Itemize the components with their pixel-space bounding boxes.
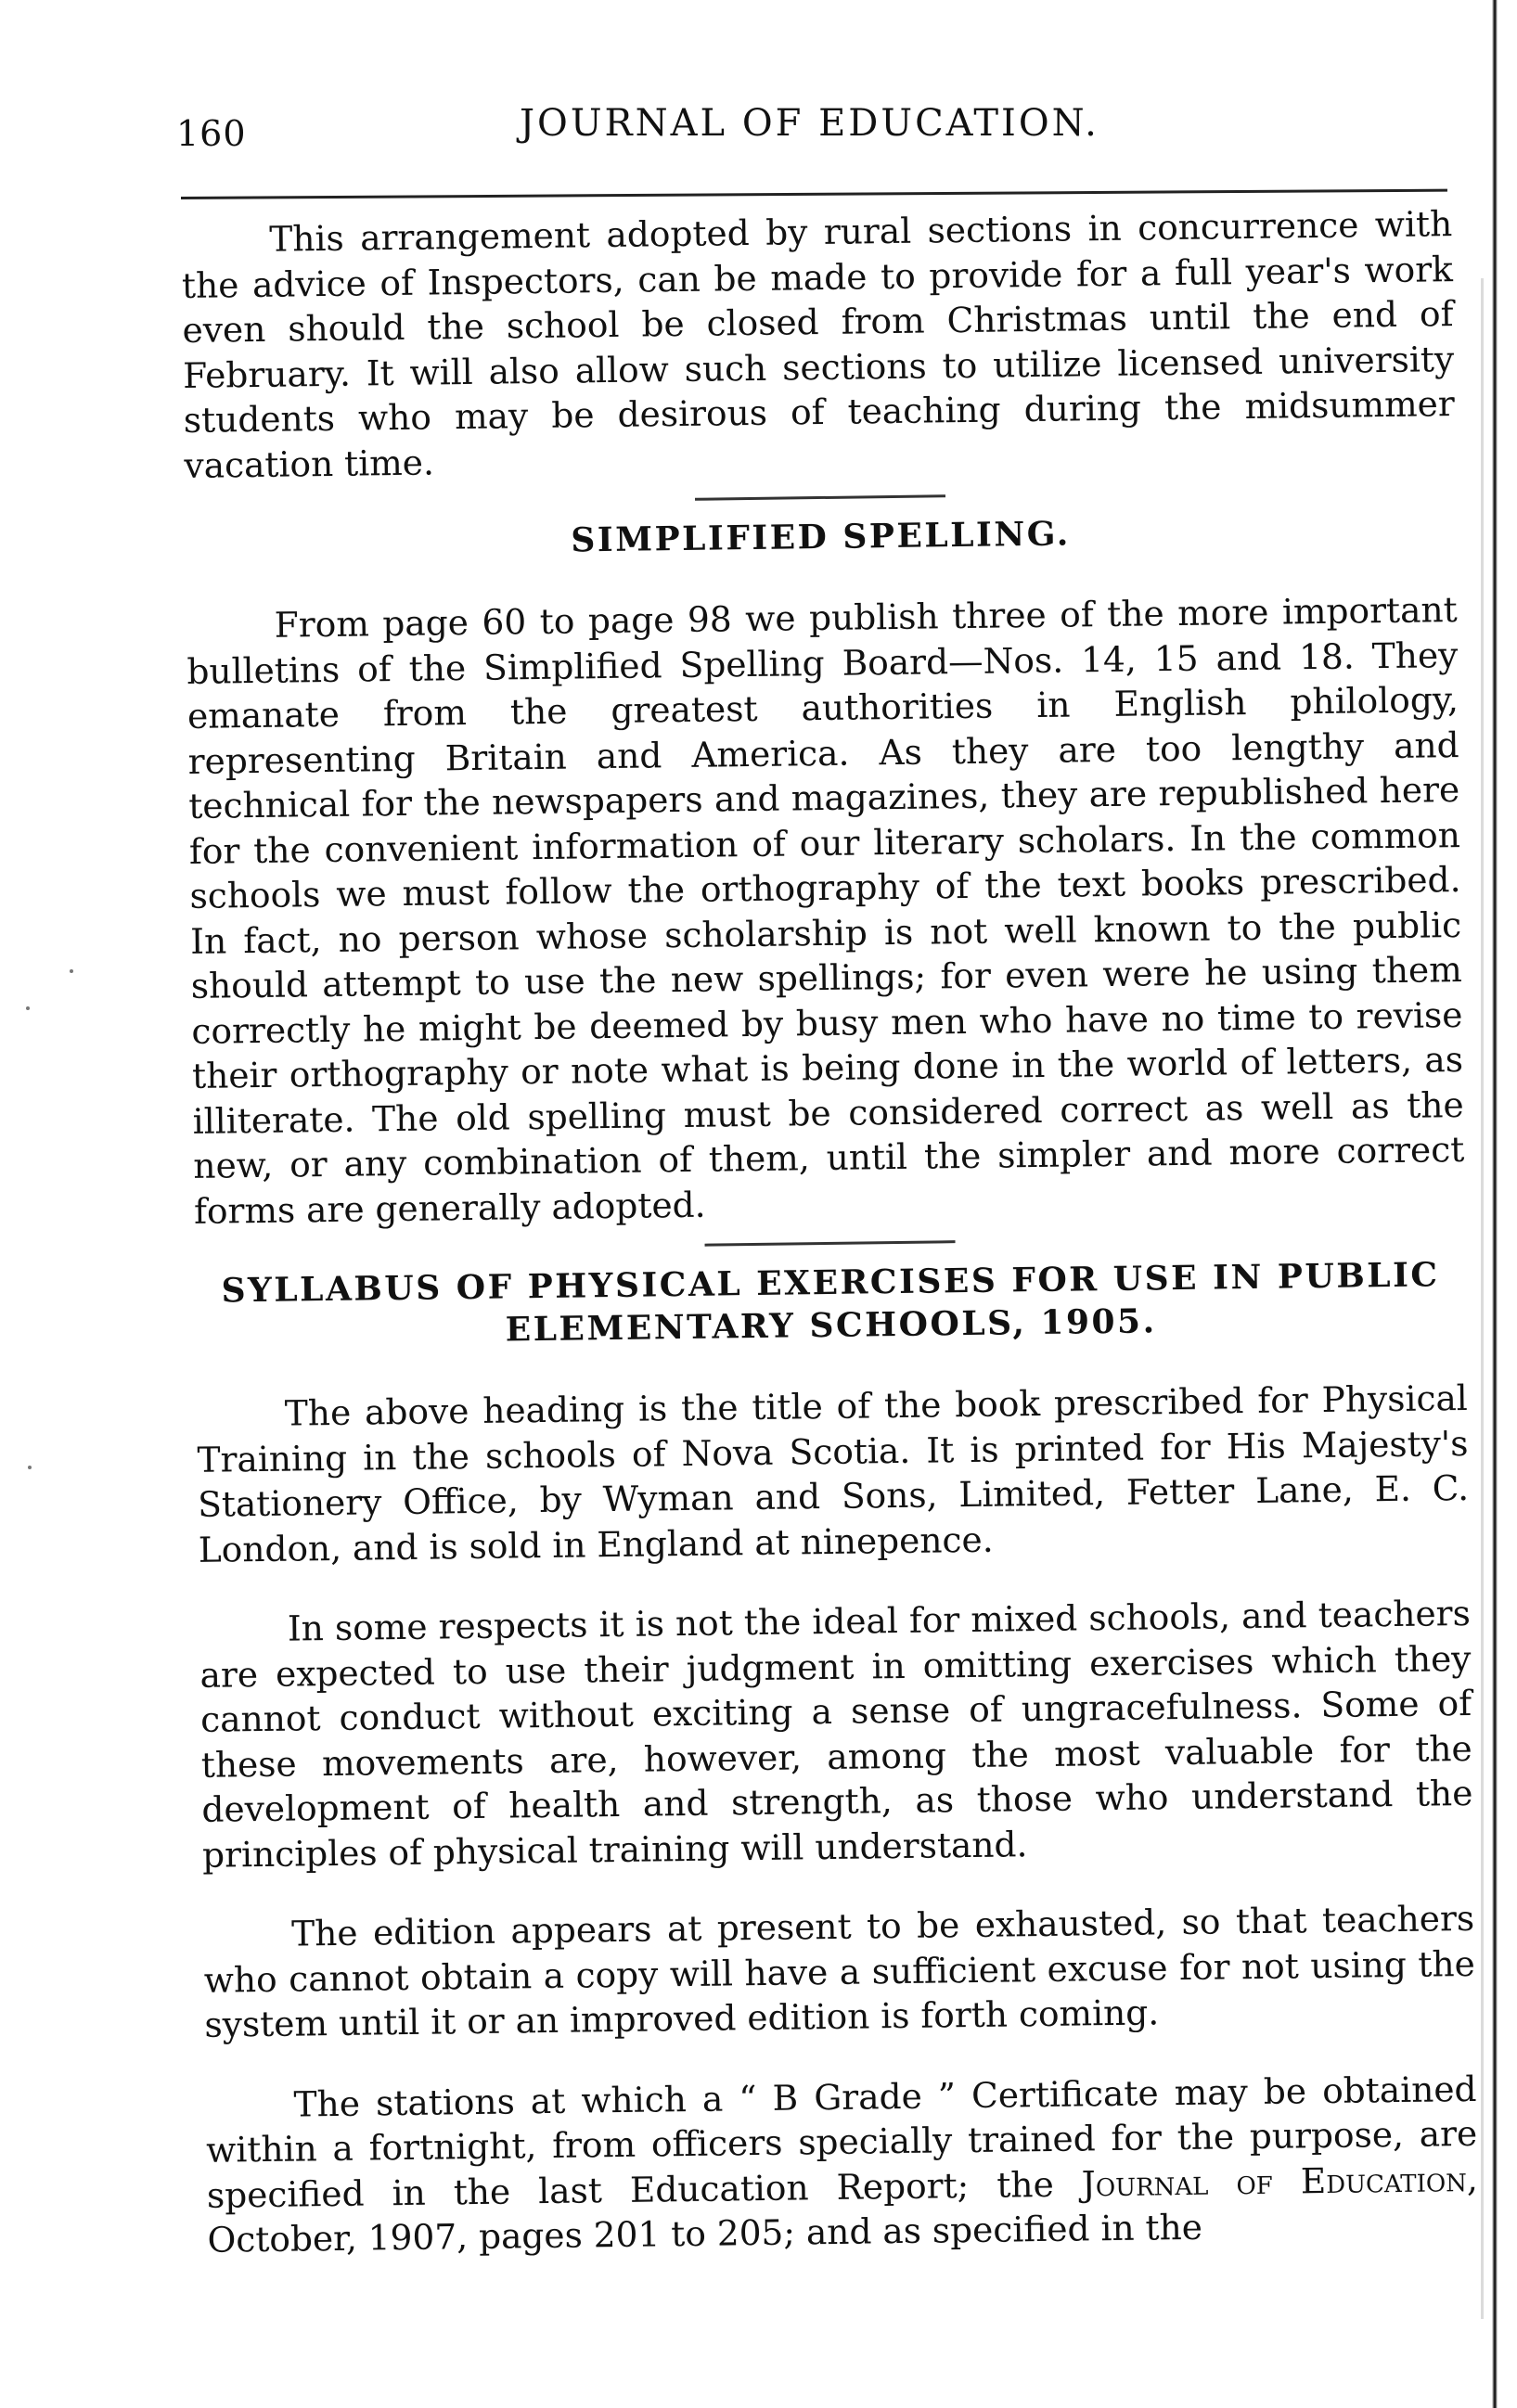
syllabus-paragraph-4 <box>205 2066 1478 2262</box>
section-heading-simplified-spelling: SIMPLIFIED SPELLING. <box>571 514 1072 560</box>
section-divider <box>695 494 945 501</box>
body-text <box>181 201 1479 2262</box>
section-heading-syllabus <box>195 1253 1467 1355</box>
intro-paragraph: This arrangement adopted by rural sections in concurrence with the advice of Inspectors, can be made to provide for a full year's work even should the school be closed from Christmas until the end of February. It will also allow such sections to utilize licensed university students who may be desirous of teaching during the midsummer vacation time. <box>181 203 1456 486</box>
page-number: 160 <box>176 113 247 154</box>
scan-speck <box>26 1006 30 1010</box>
heading-line-2: ELEMENTARY SCHOOLS, 1905. <box>505 1301 1157 1350</box>
heading-line-1: SYLLABUS OF PHYSICAL EXERCISES FOR USE IN PUBLIC <box>221 1255 1440 1311</box>
paragraph-text-after: , October, 1907, pages 201 to 205; and as specified in the <box>207 2158 1479 2261</box>
syllabus-paragraph-1: The above heading is the title of the book prescribed for Physical Training in the schools of Nova Scotia. It is printed for His Majesty's Stationery Office, by Wyman and Sons, Limited, Fetter Lane, E. C. London, and is sold in England at ninepence. <box>197 1377 1470 1570</box>
scan-speck <box>28 1466 32 1469</box>
paragraph-text-before: The stations at which a “ B Grade ” Certificate may be obtained within a fortnight, from officers specially trained for the purpose, are specified in the last Education Report; the <box>205 2068 1478 2216</box>
page-binding-shadow <box>1481 278 1484 2319</box>
page-binding-edge <box>1492 0 1498 2408</box>
running-title: JOURNAL OF EDUCATION. <box>520 102 1099 145</box>
scan-speck <box>70 969 73 973</box>
page-header <box>176 102 1452 158</box>
journal-name: Journal of Education <box>1081 2158 1468 2204</box>
syllabus-paragraph-3: The edition appears at present to be exhausted, so that teachers who cannot obtain a copy will have a sufficient excuse for not using the system until it or an improved edition is forth coming. <box>203 1897 1476 2045</box>
section-divider <box>705 1240 956 1247</box>
syllabus-paragraph-2: In some respects it is not the ideal for mixed schools, and teachers are expected to use their judgment in omitting exercises which they cannot conduct without exciting a sense of ungracefulness. Some of these movements are, however, among the most valuable for the development of health and strength, as those who understand the principles of physical training will understand. <box>199 1592 1473 1876</box>
simplified-spelling-paragraph: From page 60 to page 98 we publish three of the more important bulletins of the Simplified Spelling Board—Nos. 14, 15 and 18. They emanate from the greatest authorities in English philology, representing Britain and America. As they are too lengthy and technical for the newspapers and magazines, they are republished here for the convenient information of our literary scholars. In the common schools we must follow the orthography of the text books prescribed. In fact, no person whose scholarship is not well known to the public should attempt to use the new spellings; for even were he using them correctly he might be deemed by busy men who have no time to revise their orthography or note what is being done in the world of letters, as illiterate. The old spelling must be considered correct as well as the new, or any combination of them, until the simpler and more correct forms are generally adopted. <box>186 589 1465 1232</box>
header-rule <box>181 189 1447 199</box>
